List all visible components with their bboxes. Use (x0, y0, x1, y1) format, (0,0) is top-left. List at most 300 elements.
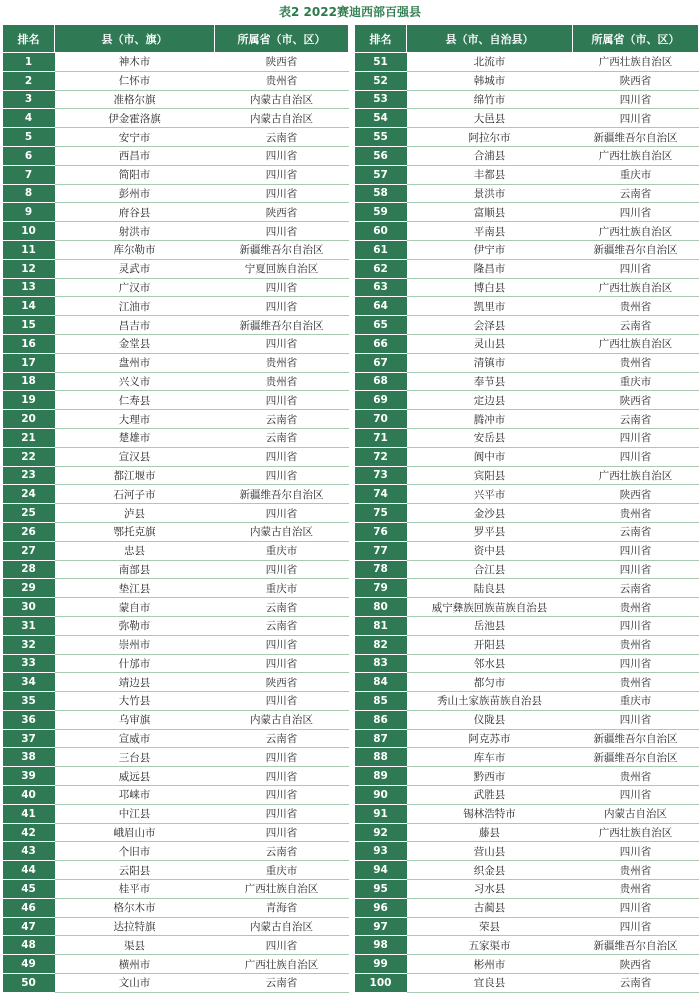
rank-cell: 84 (355, 673, 407, 692)
province-cell: 贵州省 (215, 71, 349, 90)
county-cell: 崇州市 (55, 635, 215, 654)
rank-cell: 26 (3, 522, 55, 541)
province-cell: 云南省 (215, 729, 349, 748)
province-cell: 贵州省 (573, 297, 699, 316)
county-cell: 忠县 (55, 541, 215, 560)
rank-cell: 72 (355, 447, 407, 466)
rank-cell: 92 (355, 823, 407, 842)
province-cell: 四川省 (573, 616, 699, 635)
county-cell: 富顺县 (407, 203, 573, 222)
province-cell: 重庆市 (215, 861, 349, 880)
rank-cell: 96 (355, 898, 407, 917)
county-cell: 景洪市 (407, 184, 573, 203)
table-row (3, 880, 699, 899)
rank-cell: 56 (355, 146, 407, 165)
rank-cell: 75 (355, 504, 407, 523)
province-cell: 四川省 (573, 917, 699, 936)
county-cell: 绵竹市 (407, 90, 573, 109)
province-cell: 陕西省 (573, 485, 699, 504)
province-cell: 贵州省 (215, 372, 349, 391)
rank-cell: 85 (355, 692, 407, 711)
county-cell: 鄂托克旗 (55, 522, 215, 541)
county-cell: 个旧市 (55, 842, 215, 861)
table-row (3, 898, 699, 917)
province-cell: 四川省 (573, 447, 699, 466)
county-cell: 渠县 (55, 936, 215, 955)
county-cell: 大竹县 (55, 692, 215, 711)
county-cell: 奉节县 (407, 372, 573, 391)
rank-cell: 25 (3, 504, 55, 523)
county-cell: 靖边县 (55, 673, 215, 692)
rank-cell: 29 (3, 579, 55, 598)
county-cell: 伊金霍洛旗 (55, 109, 215, 128)
rank-cell: 97 (355, 917, 407, 936)
rank-cell: 32 (3, 635, 55, 654)
county-cell: 安岳县 (407, 428, 573, 447)
rank-cell: 33 (3, 654, 55, 673)
rank-cell: 62 (355, 259, 407, 278)
county-cell: 盘州市 (55, 353, 215, 372)
table-row (3, 823, 699, 842)
province-cell: 云南省 (573, 579, 699, 598)
rank-cell: 86 (355, 710, 407, 729)
county-cell: 库车市 (407, 748, 573, 767)
rank-cell: 46 (3, 898, 55, 917)
province-cell: 内蒙古自治区 (573, 804, 699, 823)
province-cell: 云南省 (573, 316, 699, 335)
province-cell: 新疆维吾尔自治区 (215, 485, 349, 504)
province-cell: 贵州省 (215, 353, 349, 372)
rank-cell: 98 (355, 936, 407, 955)
county-cell: 彭州市 (55, 184, 215, 203)
table-row (3, 598, 699, 617)
county-cell: 神木市 (55, 53, 215, 72)
rank-cell: 10 (3, 222, 55, 241)
rank-cell: 66 (355, 334, 407, 353)
rank-cell: 1 (3, 53, 55, 72)
table-row (3, 466, 699, 485)
table-row (3, 372, 699, 391)
rank-cell: 52 (355, 71, 407, 90)
province-cell: 四川省 (573, 560, 699, 579)
table-row (3, 240, 699, 259)
county-cell: 西昌市 (55, 146, 215, 165)
table-row (3, 635, 699, 654)
rank-cell: 31 (3, 616, 55, 635)
county-cell: 丰都县 (407, 165, 573, 184)
province-cell: 重庆市 (573, 372, 699, 391)
table-row (3, 334, 699, 353)
county-cell: 峨眉山市 (55, 823, 215, 842)
province-cell: 新疆维吾尔自治区 (215, 240, 349, 259)
province-cell: 云南省 (215, 842, 349, 861)
table-body (3, 53, 699, 993)
county-cell: 伊宁市 (407, 240, 573, 259)
rank-cell: 34 (3, 673, 55, 692)
county-cell: 定边县 (407, 391, 573, 410)
province-cell: 云南省 (215, 598, 349, 617)
province-cell: 贵州省 (573, 767, 699, 786)
table-row (3, 128, 699, 147)
rank-cell: 51 (355, 53, 407, 72)
province-cell: 四川省 (215, 560, 349, 579)
county-cell: 简阳市 (55, 165, 215, 184)
county-cell: 昌吉市 (55, 316, 215, 335)
table-row (3, 184, 699, 203)
county-cell: 腾冲市 (407, 410, 573, 429)
rank-cell: 19 (3, 391, 55, 410)
province-cell: 宁夏回族自治区 (215, 259, 349, 278)
rank-cell: 57 (355, 165, 407, 184)
header-rank: 排名 (3, 25, 55, 53)
province-cell: 四川省 (215, 748, 349, 767)
province-cell: 四川省 (215, 466, 349, 485)
county-cell: 黔西市 (407, 767, 573, 786)
province-cell: 四川省 (215, 767, 349, 786)
rank-cell: 3 (3, 90, 55, 109)
table-row (3, 71, 699, 90)
county-cell: 金沙县 (407, 504, 573, 523)
rank-cell: 6 (3, 146, 55, 165)
province-cell: 四川省 (573, 898, 699, 917)
county-cell: 邻水县 (407, 654, 573, 673)
county-cell: 韩城市 (407, 71, 573, 90)
county-cell: 古蔺县 (407, 898, 573, 917)
county-cell: 邛崃市 (55, 786, 215, 805)
table-row (3, 786, 699, 805)
province-cell: 四川省 (215, 447, 349, 466)
rank-cell: 90 (355, 786, 407, 805)
rank-cell: 95 (355, 880, 407, 899)
county-cell: 平南县 (407, 222, 573, 241)
county-cell: 凯里市 (407, 297, 573, 316)
county-cell: 阆中市 (407, 447, 573, 466)
county-cell: 大邑县 (407, 109, 573, 128)
table-row (3, 109, 699, 128)
rank-cell: 2 (3, 71, 55, 90)
county-cell: 蒙自市 (55, 598, 215, 617)
county-cell: 楚雄市 (55, 428, 215, 447)
county-cell: 射洪市 (55, 222, 215, 241)
province-cell: 广西壮族自治区 (573, 278, 699, 297)
county-cell: 三台县 (55, 748, 215, 767)
county-cell: 宣威市 (55, 729, 215, 748)
province-cell: 陕西省 (215, 203, 349, 222)
county-cell: 什邡市 (55, 654, 215, 673)
province-cell: 重庆市 (573, 165, 699, 184)
county-cell: 宜良县 (407, 974, 573, 993)
rank-cell: 64 (355, 297, 407, 316)
rank-cell: 77 (355, 541, 407, 560)
province-cell: 四川省 (573, 654, 699, 673)
rank-cell: 28 (3, 560, 55, 579)
header-province: 所属省（市、区） (215, 25, 349, 53)
province-cell: 贵州省 (573, 861, 699, 880)
province-cell: 四川省 (215, 936, 349, 955)
rank-cell: 59 (355, 203, 407, 222)
province-cell: 云南省 (573, 974, 699, 993)
county-cell: 江油市 (55, 297, 215, 316)
province-cell: 新疆维吾尔自治区 (573, 240, 699, 259)
county-cell: 博白县 (407, 278, 573, 297)
rank-cell: 39 (3, 767, 55, 786)
table-row (3, 53, 699, 72)
table-row (3, 692, 699, 711)
province-cell: 四川省 (215, 654, 349, 673)
rank-cell: 93 (355, 842, 407, 861)
rank-cell: 20 (3, 410, 55, 429)
rank-cell: 54 (355, 109, 407, 128)
rank-cell: 63 (355, 278, 407, 297)
table-row (3, 767, 699, 786)
rank-cell: 83 (355, 654, 407, 673)
province-cell: 内蒙古自治区 (215, 710, 349, 729)
county-cell: 合浦县 (407, 146, 573, 165)
county-cell: 金堂县 (55, 334, 215, 353)
rank-cell: 68 (355, 372, 407, 391)
county-cell: 库尔勒市 (55, 240, 215, 259)
rank-cell: 23 (3, 466, 55, 485)
table-row (3, 316, 699, 335)
county-cell: 习水县 (407, 880, 573, 899)
rank-cell: 24 (3, 485, 55, 504)
rank-cell: 37 (3, 729, 55, 748)
rank-cell: 49 (3, 955, 55, 974)
rank-cell: 79 (355, 579, 407, 598)
province-cell: 四川省 (215, 804, 349, 823)
table-row (3, 297, 699, 316)
rank-cell: 12 (3, 259, 55, 278)
rank-cell: 87 (355, 729, 407, 748)
province-cell: 新疆维吾尔自治区 (215, 316, 349, 335)
province-cell: 广西壮族自治区 (573, 222, 699, 241)
table-row (3, 804, 699, 823)
rank-cell: 30 (3, 598, 55, 617)
province-cell: 云南省 (215, 974, 349, 993)
table-header-row (3, 25, 699, 53)
table-row (3, 974, 699, 993)
province-cell: 四川省 (215, 504, 349, 523)
table-row (3, 222, 699, 241)
table-row (3, 654, 699, 673)
rank-cell: 41 (3, 804, 55, 823)
province-cell: 四川省 (215, 786, 349, 805)
rank-cell: 71 (355, 428, 407, 447)
county-cell: 泸县 (55, 504, 215, 523)
county-cell: 宾阳县 (407, 466, 573, 485)
province-cell: 陕西省 (215, 53, 349, 72)
table-row (3, 146, 699, 165)
rank-cell: 8 (3, 184, 55, 203)
rank-cell: 100 (355, 974, 407, 993)
province-cell: 贵州省 (573, 635, 699, 654)
table-row (3, 541, 699, 560)
county-cell: 仁寿县 (55, 391, 215, 410)
county-cell: 锡林浩特市 (407, 804, 573, 823)
county-cell: 威宁彝族回族苗族自治县 (407, 598, 573, 617)
county-cell: 仪陇县 (407, 710, 573, 729)
province-cell: 广西壮族自治区 (573, 146, 699, 165)
table-row (3, 917, 699, 936)
county-cell: 阿克苏市 (407, 729, 573, 748)
table-row (3, 90, 699, 109)
rank-cell: 65 (355, 316, 407, 335)
province-cell: 重庆市 (215, 541, 349, 560)
county-cell: 阿拉尔市 (407, 128, 573, 147)
county-cell: 织金县 (407, 861, 573, 880)
county-cell: 都江堰市 (55, 466, 215, 485)
rank-cell: 45 (3, 880, 55, 899)
province-cell: 广西壮族自治区 (573, 823, 699, 842)
rank-cell: 7 (3, 165, 55, 184)
province-cell: 内蒙古自治区 (215, 90, 349, 109)
rank-cell: 89 (355, 767, 407, 786)
rank-cell: 11 (3, 240, 55, 259)
rank-cell: 70 (355, 410, 407, 429)
county-cell: 准格尔旗 (55, 90, 215, 109)
rank-cell: 9 (3, 203, 55, 222)
province-cell: 四川省 (215, 692, 349, 711)
county-cell: 广汉市 (55, 278, 215, 297)
province-cell: 四川省 (573, 259, 699, 278)
county-cell: 灵山县 (407, 334, 573, 353)
province-cell: 内蒙古自治区 (215, 917, 349, 936)
rank-cell: 18 (3, 372, 55, 391)
province-cell: 四川省 (573, 541, 699, 560)
table-row (3, 165, 699, 184)
county-cell: 达拉特旗 (55, 917, 215, 936)
province-cell: 贵州省 (573, 353, 699, 372)
county-cell: 罗平县 (407, 522, 573, 541)
rank-cell: 22 (3, 447, 55, 466)
province-cell: 内蒙古自治区 (215, 109, 349, 128)
province-cell: 重庆市 (573, 692, 699, 711)
table-row (3, 748, 699, 767)
county-cell: 石河子市 (55, 485, 215, 504)
county-cell: 岳池县 (407, 616, 573, 635)
province-cell: 四川省 (573, 428, 699, 447)
rank-cell: 13 (3, 278, 55, 297)
province-cell: 新疆维吾尔自治区 (573, 729, 699, 748)
province-cell: 青海省 (215, 898, 349, 917)
county-cell: 秀山土家族苗族自治县 (407, 692, 573, 711)
county-cell: 文山市 (55, 974, 215, 993)
county-cell: 桂平市 (55, 880, 215, 899)
province-cell: 贵州省 (573, 504, 699, 523)
province-cell: 四川省 (215, 297, 349, 316)
county-cell: 仁怀市 (55, 71, 215, 90)
county-cell: 武胜县 (407, 786, 573, 805)
rank-cell: 27 (3, 541, 55, 560)
county-cell: 兴平市 (407, 485, 573, 504)
ranking-table (2, 24, 699, 993)
table-row (3, 485, 699, 504)
county-cell: 灵武市 (55, 259, 215, 278)
rank-cell: 17 (3, 353, 55, 372)
county-cell: 都匀市 (407, 673, 573, 692)
province-cell: 广西壮族自治区 (215, 955, 349, 974)
province-cell: 陕西省 (573, 955, 699, 974)
province-cell: 广西壮族自治区 (573, 334, 699, 353)
province-cell: 贵州省 (573, 880, 699, 899)
county-cell: 资中县 (407, 541, 573, 560)
county-cell: 彬州市 (407, 955, 573, 974)
table-row (3, 447, 699, 466)
header-county-right: 县（市、自治县） (407, 25, 573, 53)
rank-cell: 42 (3, 823, 55, 842)
table-row (3, 936, 699, 955)
header-rank-right: 排名 (355, 25, 407, 53)
rank-cell: 16 (3, 334, 55, 353)
province-cell: 内蒙古自治区 (215, 522, 349, 541)
table-row (3, 673, 699, 692)
province-cell: 新疆维吾尔自治区 (573, 936, 699, 955)
table-row (3, 616, 699, 635)
table-row (3, 428, 699, 447)
table-row (3, 710, 699, 729)
rank-cell: 82 (355, 635, 407, 654)
province-cell: 四川省 (215, 184, 349, 203)
rank-cell: 94 (355, 861, 407, 880)
county-cell: 隆昌市 (407, 259, 573, 278)
province-cell: 四川省 (215, 823, 349, 842)
table-row (3, 955, 699, 974)
province-cell: 四川省 (573, 786, 699, 805)
county-cell: 会泽县 (407, 316, 573, 335)
county-cell: 陆良县 (407, 579, 573, 598)
rank-cell: 53 (355, 90, 407, 109)
province-cell: 广西壮族自治区 (215, 880, 349, 899)
header-province-right: 所属省（市、区） (573, 25, 699, 53)
rank-cell: 5 (3, 128, 55, 147)
rank-cell: 69 (355, 391, 407, 410)
rank-cell: 61 (355, 240, 407, 259)
county-cell: 横州市 (55, 955, 215, 974)
rank-cell: 76 (355, 522, 407, 541)
province-cell: 陕西省 (573, 391, 699, 410)
rank-cell: 78 (355, 560, 407, 579)
table-row (3, 842, 699, 861)
province-cell: 四川省 (573, 90, 699, 109)
rank-cell: 14 (3, 297, 55, 316)
table-row (3, 203, 699, 222)
rank-cell: 36 (3, 710, 55, 729)
county-cell: 合江县 (407, 560, 573, 579)
table-row (3, 410, 699, 429)
county-cell: 威远县 (55, 767, 215, 786)
province-cell: 广西壮族自治区 (573, 466, 699, 485)
county-cell: 中江县 (55, 804, 215, 823)
province-cell: 四川省 (215, 222, 349, 241)
province-cell: 四川省 (573, 842, 699, 861)
table-row (3, 522, 699, 541)
rank-cell: 80 (355, 598, 407, 617)
province-cell: 新疆维吾尔自治区 (573, 128, 699, 147)
county-cell: 藤县 (407, 823, 573, 842)
table-row (3, 259, 699, 278)
province-cell: 广西壮族自治区 (573, 53, 699, 72)
province-cell: 云南省 (573, 410, 699, 429)
province-cell: 四川省 (573, 710, 699, 729)
province-cell: 四川省 (573, 203, 699, 222)
rank-cell: 81 (355, 616, 407, 635)
county-cell: 格尔木市 (55, 898, 215, 917)
rank-cell: 73 (355, 466, 407, 485)
county-cell: 五家渠市 (407, 936, 573, 955)
province-cell: 云南省 (215, 128, 349, 147)
table-row (3, 861, 699, 880)
province-cell: 云南省 (215, 428, 349, 447)
